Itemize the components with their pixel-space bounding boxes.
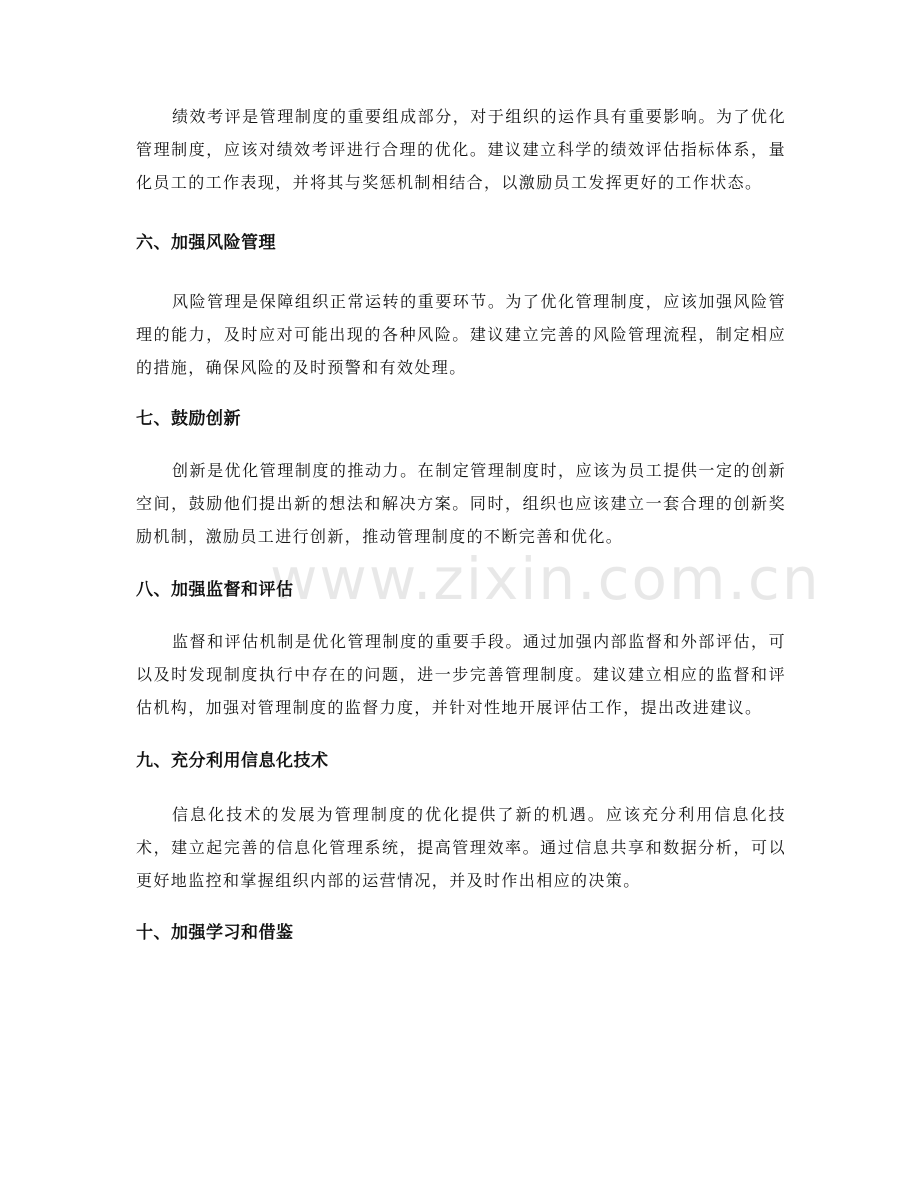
- paragraph-information-technology: 信息化技术的发展为管理制度的优化提供了新的机遇。应该充分利用信息化技术，建立起完善的信息化管理系统，提高管理效率。通过信息共享和数据分析，可以更好地监控和掌握组织内部的运营情况，并及时作出相应的决策。: [136, 805, 786, 890]
- watermark-text: www.zixin.com.cn: [270, 545, 821, 613]
- document-body: [136, 100, 786, 948]
- heading-risk-management: 六、加强风险管理: [136, 233, 276, 253]
- heading-information-technology: 九、充分利用信息化技术: [136, 751, 329, 771]
- heading-supervision-evaluation: 八、加强监督和评估: [136, 580, 294, 600]
- paragraph-risk-management: 风险管理是保障组织正常运转的重要环节。为了优化管理制度，应该加强风险管理的能力，及时应对可能出现的各种风险。建议建立完善的风险管理流程，制定相应的措施，确保风险的及时预警和有效处理。: [136, 292, 786, 377]
- heading-learning-reference: 十、加强学习和借鉴: [136, 923, 294, 943]
- paragraph-encourage-innovation: 创新是优化管理制度的推动力。在制定管理制度时，应该为员工提供一定的创新空间，鼓励他们提出新的想法和解决方案。同时，组织也应该建立一套合理的创新奖励机制，激励员工进行创新，推动管理制度的不断完善和优化。: [136, 461, 786, 546]
- paragraph-performance-evaluation: 绩效考评是管理制度的重要组成部分，对于组织的运作具有重要影响。为了优化管理制度，应该对绩效考评进行合理的优化。建议建立科学的绩效评估指标体系，量化员工的工作表现，并将其与奖惩机制相结合，以激励员工发挥更好的工作状态。: [136, 107, 786, 192]
- heading-encourage-innovation: 七、鼓励创新: [136, 409, 241, 429]
- paragraph-supervision-evaluation: 监督和评估机制是优化管理制度的重要手段。通过加强内部监督和外部评估，可以及时发现制度执行中存在的问题，进一步完善管理制度。建议建立相应的监督和评估机构，加强对管理制度的监督力度，并针对性地开展评估工作，提出改进建议。: [136, 632, 786, 717]
